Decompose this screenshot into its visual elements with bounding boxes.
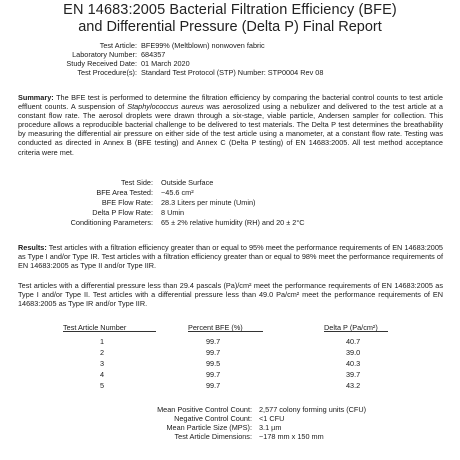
field-value: 01 March 2020 (141, 59, 190, 68)
cell-delta-p: 39.7 (346, 370, 361, 379)
table-header-percent-bfe: Percent BFE (%) (188, 323, 243, 332)
cell-delta-p: 40.7 (346, 337, 361, 346)
cell-percent-bfe: 99.7 (206, 370, 221, 379)
field-label: Test Article: (99, 41, 137, 50)
cell-test-article: 3 (100, 359, 105, 368)
control-value: 3.1 µm (259, 423, 282, 432)
control-value: <1 CFU (259, 414, 285, 423)
cell-test-article: 5 (100, 381, 105, 390)
table-header-underline (324, 331, 388, 332)
cell-delta-p: 39.0 (346, 348, 361, 357)
field-label: Test Procedure(s): (77, 68, 137, 77)
field-label: Study Received Date: (66, 59, 137, 68)
control-value: 2,577 colony forming units (CFU) (259, 405, 367, 414)
cell-percent-bfe: 99.7 (206, 348, 221, 357)
field-value: BFE99% (Meltblown) nonwoven fabric (141, 41, 265, 50)
table-header-underline (188, 331, 263, 332)
cell-percent-bfe: 99.7 (206, 381, 221, 390)
control-label: Negative Control Count: (174, 414, 252, 423)
cell-percent-bfe: 99.7 (206, 337, 221, 346)
summary-organism: Staphylococcus aureus (127, 102, 204, 112)
cell-delta-p: 43.2 (346, 381, 361, 390)
results-paragraph-2 (18, 281, 443, 308)
condition-label: BFE Area Tested: (96, 188, 153, 197)
results-paragraph-1 (18, 243, 443, 270)
condition-value: 65 ± 2% relative humidity (RH) and 20 ± 2°C (161, 218, 305, 227)
field-value: 684357 (141, 50, 166, 59)
condition-label: Delta P Flow Rate: (92, 208, 153, 217)
cell-test-article: 1 (100, 337, 105, 346)
results-label: Results: (18, 243, 47, 252)
condition-label: BFE Flow Rate: (101, 198, 153, 207)
results-text-2: Test articles with a differential pressure less than 29.4 pascals (Pa)/cm² meet the performance requirements of EN 14683:2005 as Type I and/or Type II. Test articles with a differential pressure less than 49.0 Pa/cm² meet the performance requirements of EN 14683:2005 as Type IR and/or Type IIR. (18, 281, 443, 309)
condition-value: 8 Umin (161, 208, 185, 217)
summary-paragraph (18, 93, 443, 157)
control-label: Mean Particle Size (MPS): (166, 423, 252, 432)
condition-value: Outside Surface (161, 178, 214, 187)
report-title-line-2: and Differential Pressure (Delta P) Final Report (78, 19, 382, 35)
field-label: Laboratory Number: (72, 50, 137, 59)
table-header-test-article: Test Article Number (63, 323, 127, 332)
control-value: ~178 mm x 150 mm (259, 432, 324, 441)
table-header-underline (63, 331, 156, 332)
cell-test-article: 4 (100, 370, 105, 379)
field-value: Standard Test Protocol (STP) Number: STP0004 Rev 08 (141, 68, 324, 77)
results-text-1: Test articles with a filtration efficiency greater than or equal to 95% meet the performance requirements of EN 14683:2005 as Type I and/or Type IR. Test articles with a filtration efficiency greater than or equal to 98% meet the performance requirements of EN 14683:2005 as Type II and/or Type IIR. (18, 243, 443, 271)
summary-label: Summary: (18, 93, 54, 102)
summary-text-after: was aerosolized using a nebulizer and delivered to the test article at a constant flow rate. The aerosol droplets were drawn through a six-stage, viable particle, Andersen sampler for collection. This procedure allows a reproducible bacterial challenge to be delivered to test materials. The Delta P test determines the breathability by measuring the differential air pressure on either side of the test article using a manometer, at a constant flow rate. Testing was conducted as directed in Annex B (BFE testing) and Annex C (Delta P testing) of EN 14683:2005. All test method acceptance criteria were met. (18, 102, 443, 157)
condition-value: ~45.6 cm² (161, 188, 194, 197)
cell-percent-bfe: 99.5 (206, 359, 221, 368)
control-label: Test Article Dimensions: (174, 432, 252, 441)
cell-delta-p: 40.3 (346, 359, 361, 368)
condition-label: Conditioning Parameters: (70, 218, 153, 227)
condition-label: Test Side: (120, 178, 153, 187)
summary-text-before: The BFE test is performed to determine the filtration efficiency by comparing the bacterial control counts to test article effluent counts. A suspension of (18, 93, 443, 112)
control-label: Mean Positive Control Count: (157, 405, 252, 414)
cell-test-article: 2 (100, 348, 105, 357)
table-header-delta-p: Delta P (Pa/cm²) (324, 323, 378, 332)
condition-value: 28.3 Liters per minute (Umin) (161, 198, 256, 207)
report-title-line-1: EN 14683:2005 Bacterial Filtration Efficiency (BFE) (63, 2, 397, 18)
